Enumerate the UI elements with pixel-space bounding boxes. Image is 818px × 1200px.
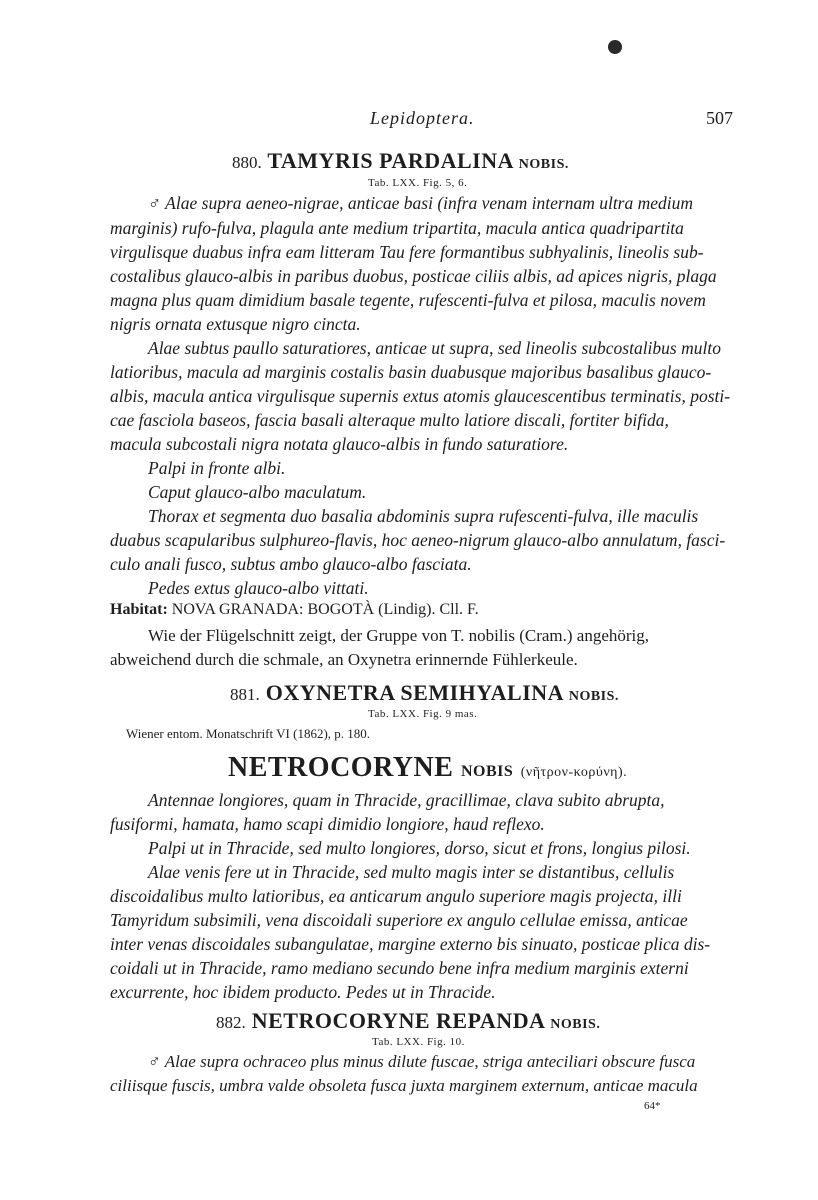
s880-line: magna plus quam dimidium basale tegente, rufescenti-fulva et pilosa, maculis novem — [110, 290, 706, 310]
s880-line: Caput glauco-albo maculatum. — [148, 482, 367, 502]
genus-line: fusiformi, hamata, hamo scapi dimidio longiore, haud reflexo. — [110, 814, 545, 834]
genus-line: discoidalibus multo latioribus, ea anticarum angulo superiore magis projecta, illi — [110, 886, 682, 906]
genus-heading — [228, 752, 627, 784]
s880-line: costalibus glauco-albis in paribus duobus, posticae ciliis albis, ad apices nigris, plaga — [110, 266, 717, 286]
s880-line: albis, macula antica virgulisque supernis extus atomis glaucescentibus terminatis, posti- — [110, 386, 731, 406]
s880-line: macula subcostali nigra notata glauco-albis in fundo saturatiore. — [110, 434, 569, 454]
species-881-heading — [230, 680, 619, 706]
s880-note-line: abweichend durch die schmale, an Oxynetra erinnernde Fühlerkeule. — [110, 650, 578, 669]
species-881-reference: Wiener entom. Monatschrift VI (1862), p. 180. — [126, 726, 371, 741]
s882-line: ♂ Alae supra ochraceo plus minus dilute fuscae, striga anteciliari obscure fusca — [148, 1052, 696, 1071]
running-title: Lepidoptera. — [370, 108, 475, 128]
habitat-text: NOVA GRANADA: BOGOTÀ (Lindig). Cll. F. — [171, 601, 479, 618]
s880-line: Palpi in fronte albi. — [148, 458, 286, 478]
species-881-plate-ref: Tab. LXX. Fig. 9 mas. — [368, 708, 478, 720]
species-882-plate-ref: Tab. LXX. Fig. 10. — [372, 1036, 465, 1048]
s882-line: ciliisque fuscis, umbra valde obsoleta fusca juxta marginem externum, anticae macula — [110, 1076, 698, 1095]
species-882-heading — [216, 1008, 600, 1034]
genus-line: inter venas discoidales subangulatae, margine externo bis sinuato, posticae plica dis- — [110, 934, 711, 954]
s880-habitat — [110, 601, 479, 619]
species-881-number: 881. — [230, 685, 260, 704]
species-882-nobis: NOBIS. — [550, 1017, 601, 1032]
species-880-name: TAMYRIS PARDALINA — [267, 148, 513, 173]
ink-blot — [608, 40, 622, 54]
s880-line: ♂ Alae supra aeneo-nigrae, anticae basi (infra venam internam ultra medium — [148, 193, 694, 213]
habitat-label: Habitat: — [110, 601, 168, 618]
genus-line: excurrente, hoc ibidem producto. Pedes ut in Thracide. — [110, 982, 496, 1002]
page-number: 507 — [706, 108, 733, 128]
species-882-name: NETROCORYNE REPANDA — [251, 1008, 545, 1033]
genus-etymology: (νῆτρον-κορύνη). — [520, 765, 628, 780]
genus-line: Palpi ut in Thracide, sed multo longiores, dorso, sicut et frons, longius pilosi. — [148, 838, 691, 858]
species-882-number: 882. — [216, 1013, 246, 1032]
s880-line: nigris ornata extusque nigro cincta. — [110, 314, 361, 334]
species-880-plate-ref: Tab. LXX. Fig. 5, 6. — [368, 177, 468, 189]
genus-name: NETROCORYNE — [228, 752, 454, 783]
signature-mark: 64* — [644, 1100, 661, 1112]
genus-nobis: NOBIS — [460, 763, 514, 780]
species-881-name: OXYNETRA SEMIHYALINA — [265, 680, 563, 705]
s880-line: Alae subtus paullo saturatiores, anticae ut supra, sed lineolis subcostalibus multo — [148, 338, 721, 358]
s880-line: duabus scapularibus sulphureo-flavis, hoc aeneo-nigrum glauco-albo annulatum, fasci- — [110, 530, 726, 550]
s880-line: marginis) rufo-fulva, plagula ante medium tripartita, macula antica quadripartita — [110, 218, 684, 238]
s880-line: latioribus, macula ad marginis costalis basin duabusque majoribus basalibus glauco- — [110, 362, 712, 382]
genus-line: Tamyridum subsimili, vena discoidali superiore ex angulo cellulae emissa, anticae — [110, 910, 688, 930]
s880-line: Pedes extus glauco-albo vittati. — [148, 578, 369, 598]
genus-line: Alae venis fere ut in Thracide, sed multo magis inter se distantibus, cellulis — [148, 862, 675, 882]
species-880-nobis: NOBIS. — [518, 157, 569, 172]
genus-line: coidali ut in Thracide, ramo mediano secundo bene infra medium marginis externi — [110, 958, 689, 978]
species-881-nobis: NOBIS. — [568, 689, 619, 704]
s880-line: virgulisque duabus infra eam litteram Tau fere formantibus subhyalinis, lineolis sub- — [110, 242, 704, 262]
s880-note-line: Wie der Flügelschnitt zeigt, der Gruppe von T. nobilis (Cram.) angehörig, — [148, 626, 650, 645]
s880-line: cae fasciola baseos, fascia basali alteraque multo latiore discali, fortiter bifida, — [110, 410, 669, 430]
species-880-heading — [232, 148, 569, 174]
species-880-number: 880. — [232, 153, 262, 172]
s880-line: culo anali fusco, subtus ambo glauco-albo fasciata. — [110, 554, 472, 574]
genus-line: Antennae longiores, quam in Thracide, gracillimae, clava subito abrupta, — [148, 790, 665, 810]
s880-line: Thorax et segmenta duo basalia abdominis supra rufescenti-fulva, ille maculis — [148, 506, 699, 526]
